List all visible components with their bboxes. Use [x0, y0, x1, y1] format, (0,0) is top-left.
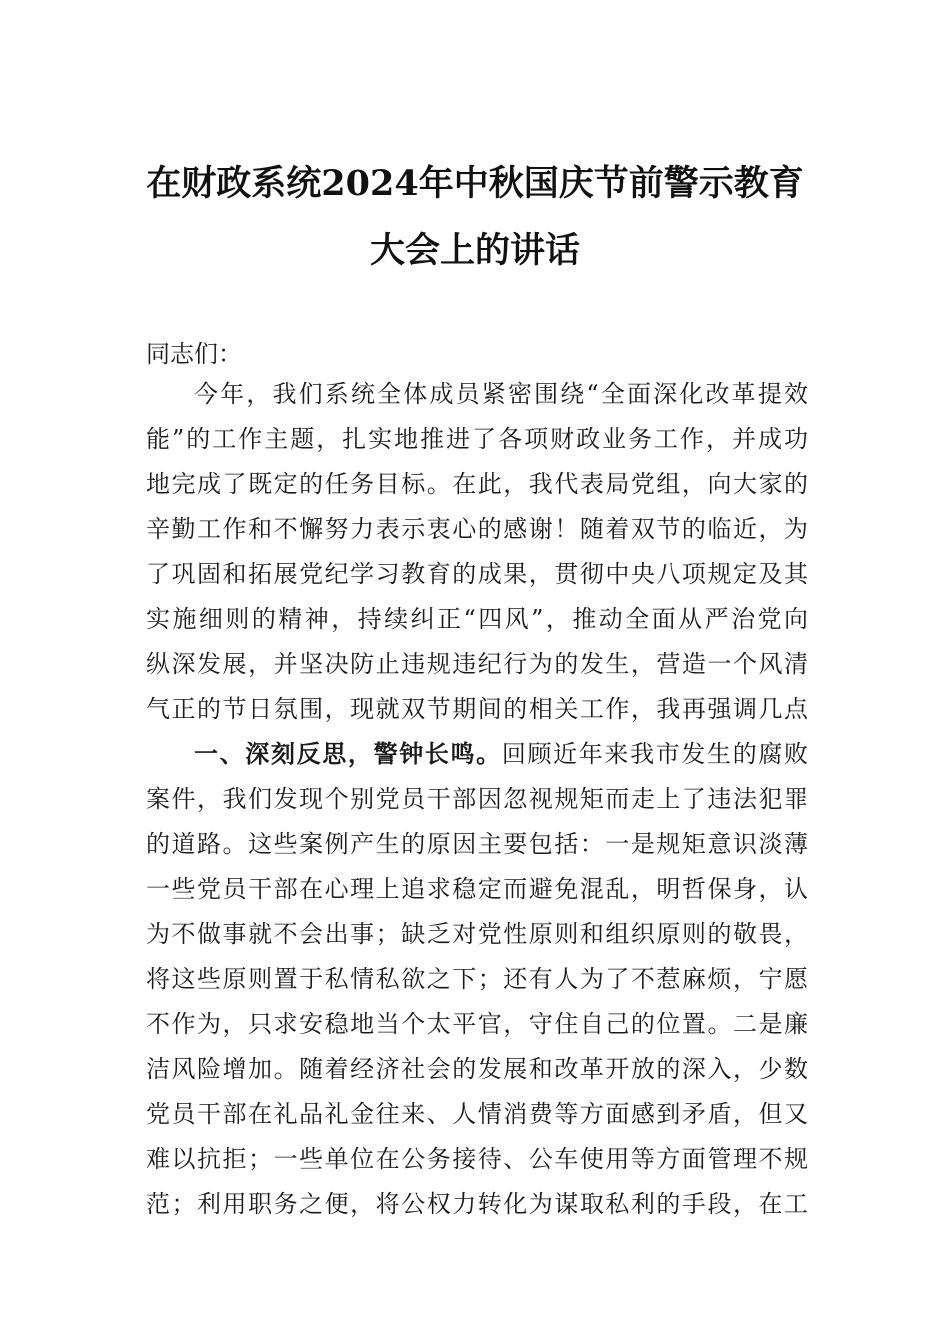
paragraph-line: 实施细则的精神，持续纠正“四风”，推动全面从严治党向 — [146, 605, 808, 633]
paragraph-line: 案件，我们发现个别党员干部因忽视规矩而走上了违法犯罪 — [146, 785, 808, 813]
paragraph-line: 洁风险增加。随着经济社会的发展和改革开放的深入，少数 — [146, 1055, 808, 1083]
paragraph-line: 范；利用职务之便，将公权力转化为谋取私利的手段，在工 — [146, 1190, 808, 1218]
salutation: 同志们： — [146, 340, 242, 368]
paragraph-line: 为不做事就不会出事；缺乏对党性原则和组织原则的敬畏， — [146, 920, 808, 948]
paragraph-line: 纵深发展，并坚决防止违规违纪行为的发生，营造一个风清 — [146, 650, 808, 678]
document-title-line-2: 大会上的讲话 — [369, 230, 580, 271]
paragraph-line: 能”的工作主题，扎实地推进了各项财政业务工作，并成功 — [146, 425, 808, 453]
paragraph-line: 党员干部在礼品礼金往来、人情消费等方面感到矛盾，但又 — [146, 1100, 808, 1128]
document-title-line-1: 在财政系统2024年中秋国庆节前警示教育 — [146, 163, 804, 204]
paragraph-line: 气正的节日氛围，现就双节期间的相关工作，我再强调几点 — [146, 695, 808, 723]
paragraph-line: 了巩固和拓展党纪学习教育的成果，贯彻中央八项规定及其 — [146, 560, 808, 588]
paragraph-line: 一些党员干部在心理上追求稳定而避免混乱，明哲保身，认 — [146, 875, 808, 903]
paragraph-line: 不作为，只求安稳地当个太平官，守住自己的位置。二是廉 — [146, 1010, 808, 1038]
section-1-first-line — [194, 737, 808, 771]
section-1-first-line-rest: 回顾近年来我市发生的腐败 — [501, 740, 808, 768]
section-1-heading: 一、深刻反思，警钟长鸣。 — [194, 740, 502, 768]
paragraph-line: 难以抗拒；一些单位在公务接待、公车使用等方面管理不规 — [146, 1145, 808, 1173]
paragraph-line: 的道路。这些案例产生的原因主要包括：一是规矩意识淡薄 — [146, 830, 808, 858]
paragraph-line: 辛勤工作和不懈努力表示衷心的感谢！随着双节的临近，为 — [146, 515, 808, 543]
paragraph-line: 今年，我们系统全体成员紧密围绕“全面深化改革提效 — [194, 380, 808, 408]
paragraph-line: 地完成了既定的任务目标。在此，我代表局党组，向大家的 — [146, 470, 808, 498]
paragraph-line: 将这些原则置于私情私欲之下；还有人为了不惹麻烦，宁愿 — [146, 965, 808, 993]
